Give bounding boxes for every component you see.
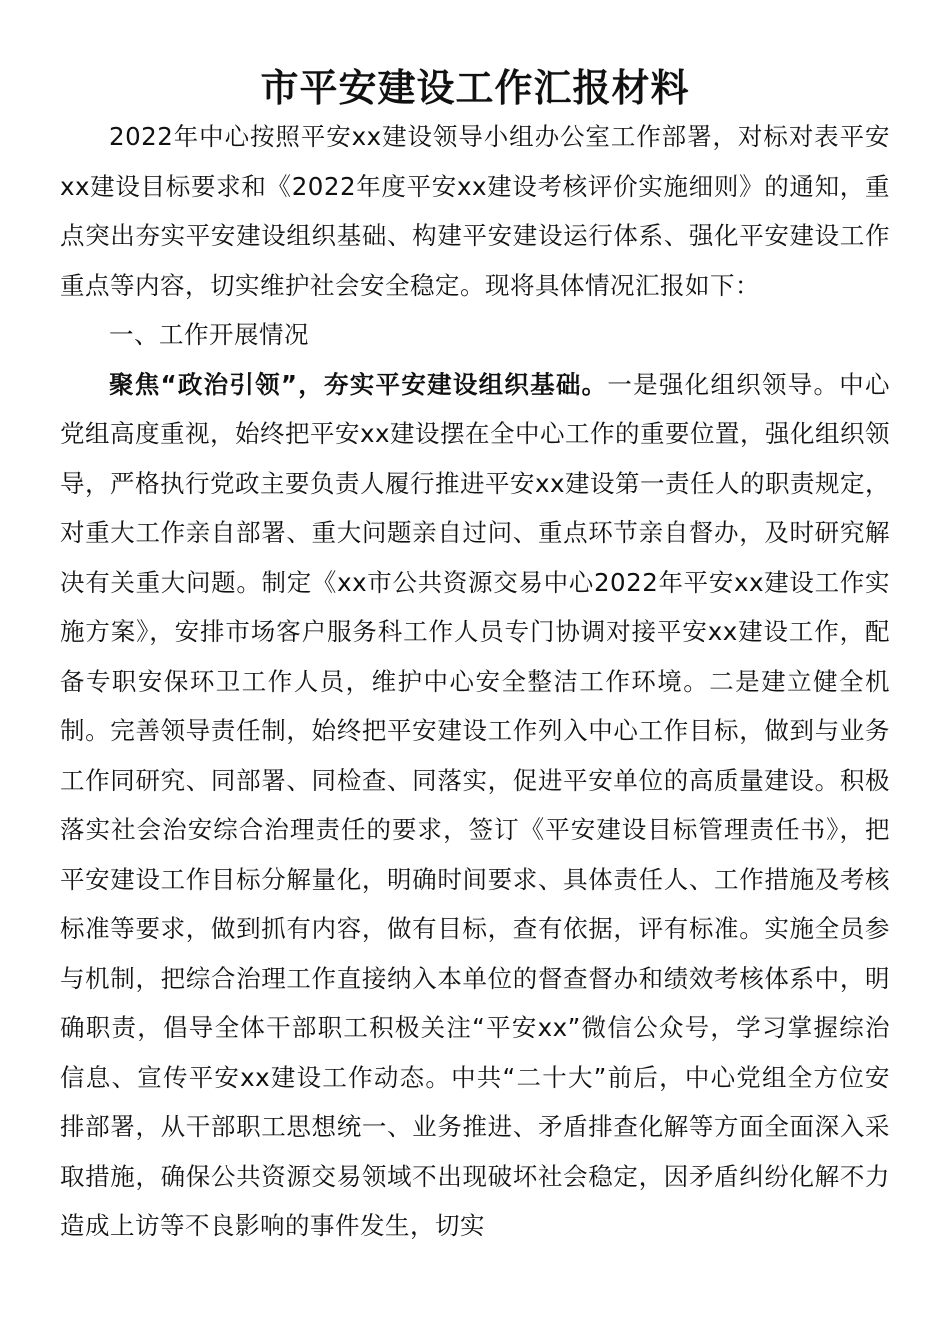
- section-heading: 一、工作开展情况: [109, 320, 309, 349]
- page-title: 市平安建设工作汇报材料: [260, 65, 690, 110]
- paragraph-text: 一是强化组织领导。中心党组高度重视，始终把平安xx建设摆在全中心工作的重要位置，强化组织领导，严格执行党政主要负责人履行推进平安xx建设第一责任人的职责规定，对重大工作亲自部署、重大问题亲自过问、重点环节亲自督办，及时研究解决有关重大问题。制定《xx市公共资源交易中心2022年平安xx建设工作实施方案》，安排市场客户服务科工作人员专门协调对接平安xx建设工作，配备专职安保环卫工作人员，维护中心安全整洁工作环境。二是建立健全机制。完善领导责任制，始终把平安建设工作列入中心工作目标，做到与业务工作同研究、同部署、同检查、同落实，促进平安单位的高质量建设。积极落实社会治安综合治理责任的要求，签订《平安建设目标管理责任书》，把平安建设工作目标分解量化，明确时间要求、具体责任人、工作措施及考核标准等要求，做到抓有内容，做有目标，查有依据，评有标准。实施全员参与机制，把综合治理工作直接纳入本单位的督查督办和绩效考核体系中，明确职责，倡导全体干部职工积极关注“平安xx”微信公众号，学习掌握综治信息、宣传平安xx建设工作动态。中共“二十大”前后，中心党组全方位安排部署，从干部职工思想统一、业务推进、矛盾排查化解等方面全面深入采取措施，确保公共资源交易领域不出现破坏社会稳定，因矛盾纠纷化解不力造成上访等不良影响的事件发生，切实: [60, 369, 891, 1240]
- intro-paragraph: 2022年中心按照平安xx建设领导小组办公室工作部署，对标对表平安xx建设目标要求和《2022年度平安xx建设考核评价实施细则》的通知，重点突出夯实平安建设组织基础、构建平安建设运行体系、强化平安建设工作重点等内容，切实维护社会安全稳定。现将具体情况汇报如下：: [60, 122, 890, 300]
- document-body: [60, 112, 890, 1251]
- paragraph-lead: 聚焦“政治引领”，夯实平安建设组织基础。: [109, 369, 608, 399]
- body-paragraph: [60, 360, 890, 1251]
